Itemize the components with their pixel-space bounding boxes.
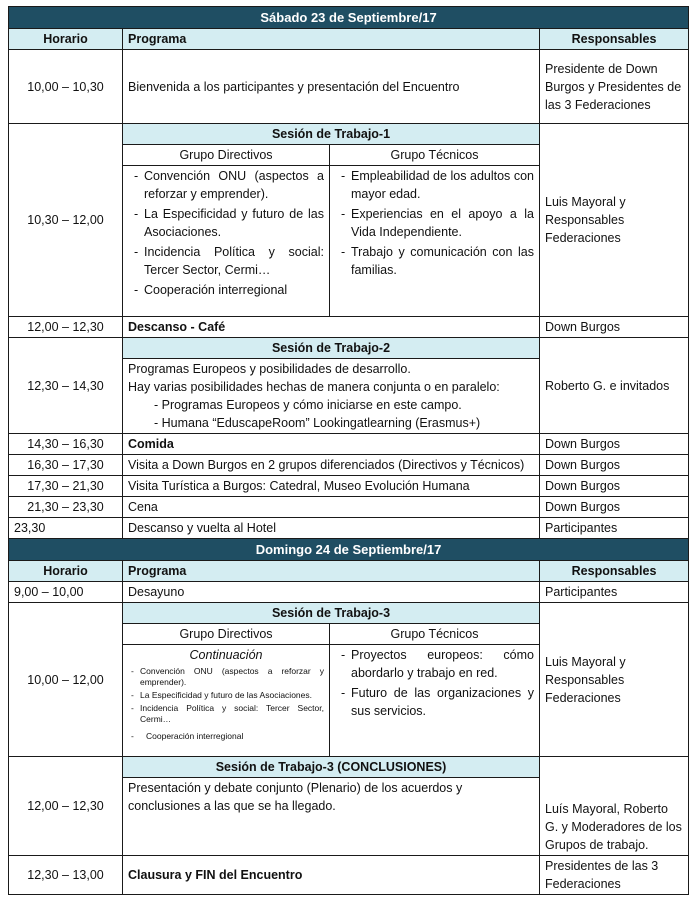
session-2-description [123,359,540,434]
row-responsible: Presidentes de las 3 Federaciones [540,856,689,895]
row-time: 10,00 – 12,00 [9,603,123,757]
table-row [9,476,689,497]
list-item: - Cooperación interregional [140,731,324,742]
header-responsables: Responsables [540,29,689,50]
column-headers [9,29,689,50]
session-3-conclusions-title-row [9,757,689,778]
row-program: Desayuno [123,582,540,603]
group-directivos-label: Grupo Directivos [123,624,330,645]
table-row [9,497,689,518]
list-item: - Convención ONU (aspectos a reforzar y emprender). [144,167,324,203]
day-title: Sábado 23 de Septiembre/17 [9,7,689,29]
group-tecnicos-topics [330,166,540,317]
header-responsables: Responsables [540,561,689,582]
row-program: Presentación y debate conjunto (Plenario) de los acuerdos y conclusiones a las que se ha llegado. [123,778,540,856]
day-title: Domingo 24 de Septiembre/17 [9,539,689,561]
session-title: Sesión de Trabajo-1 [123,124,540,145]
row-program: Clausura y FIN del Encuentro [123,856,540,895]
session-title: Sesión de Trabajo-3 [123,603,540,624]
row-responsible: Luis Mayoral y Responsables Federaciones [540,124,689,317]
table-row [9,317,689,338]
row-responsible: Presidente de Down Burgos y Presidentes de las 3 Federaciones [540,50,689,124]
list-item: - Experiencias en el apoyo a la Vida Independiente. [351,205,534,241]
list-item: - Convención ONU (aspectos a reforzar y emprender). [140,666,324,688]
row-time: 12,30 – 13,00 [9,856,123,895]
row-responsible: Down Burgos [540,317,689,338]
row-responsible: Down Burgos [540,434,689,455]
schedule-table [8,6,689,895]
row-program: Cena [123,497,540,518]
session-title: Sesión de Trabajo-2 [123,338,540,359]
row-responsible: Participantes [540,582,689,603]
row-time: 21,30 – 23,30 [9,497,123,518]
row-program: Descanso - Café [123,317,540,338]
table-row [9,518,689,539]
table-row [9,856,689,895]
row-program: Visita a Down Burgos en 2 grupos diferenciados (Directivos y Técnicos) [123,455,540,476]
session-title: Sesión de Trabajo-3 (CONCLUSIONES) [123,757,540,778]
group-directivos-label: Grupo Directivos [123,145,330,166]
header-programa: Programa [123,561,540,582]
continuation-label: Continuación [189,648,263,662]
list-item: - La Especificidad y futuro de las Asociaciones. [140,690,324,701]
list-item: - Trabajo y comunicación con las familias. [351,243,534,279]
session-line: Programas Europeos y posibilidades de desarrollo. [128,362,411,376]
session-1-title-row [9,124,689,145]
header-horario: Horario [9,29,123,50]
group-tecnicos-label: Grupo Técnicos [330,624,540,645]
row-time: 23,30 [9,518,123,539]
session-line: - Humana “EduscapeRoom” Lookingatlearning (Erasmus+) [154,416,481,430]
table-row [9,582,689,603]
row-time: 17,30 – 21,30 [9,476,123,497]
session-3-title-row [9,603,689,624]
day-header-sunday [9,539,689,561]
table-row [9,50,689,124]
session-line: - Programas Europeos y cómo iniciarse en este campo. [154,398,462,412]
list-item: - Incidencia Política y social: Tercer Sector, Cermi… [140,703,324,725]
row-program: Comida [123,434,540,455]
list-item: - La Especificidad y futuro de las Asociaciones. [144,205,324,241]
row-time: 14,30 – 16,30 [9,434,123,455]
header-programa: Programa [123,29,540,50]
session-2-title-row [9,338,689,359]
header-horario: Horario [9,561,123,582]
list-item: - Incidencia Política y social: Tercer Sector, Cermi… [144,243,324,279]
row-time: 12,30 – 14,30 [9,338,123,434]
row-responsible: Down Burgos [540,455,689,476]
row-responsible: Luis Mayoral y Responsables Federaciones [540,603,689,757]
row-time: 9,00 – 10,00 [9,582,123,603]
row-time: 16,30 – 17,30 [9,455,123,476]
list-item: - Proyectos europeos: cómo abordarlo y trabajo en red. [351,646,534,682]
row-program: Bienvenida a los participantes y presentación del Encuentro [123,50,540,124]
group-directivos-topics [123,645,330,757]
list-item: - Empleabilidad de los adultos con mayor edad. [351,167,534,203]
row-program: Descanso y vuelta al Hotel [123,518,540,539]
list-item: - Cooperación interregional [144,281,324,299]
column-headers [9,561,689,582]
row-responsible: Down Burgos [540,476,689,497]
session-line: Hay varias posibilidades hechas de manera conjunta o en paralelo: [128,380,500,394]
row-responsible: Down Burgos [540,497,689,518]
row-responsible: Luís Mayoral, Roberto G. y Moderadores de los Grupos de trabajo. [540,757,689,856]
row-responsible: Roberto G. e invitados [540,338,689,434]
row-time: 10,30 – 12,00 [9,124,123,317]
group-tecnicos-label: Grupo Técnicos [330,145,540,166]
day-header-saturday [9,7,689,29]
group-directivos-topics [123,166,330,317]
row-time: 12,00 – 12,30 [9,317,123,338]
table-row [9,455,689,476]
row-time: 12,00 – 12,30 [9,757,123,856]
row-program: Visita Turística a Burgos: Catedral, Museo Evolución Humana [123,476,540,497]
list-item: - Futuro de las organizaciones y sus servicios. [351,684,534,720]
row-responsible: Participantes [540,518,689,539]
group-tecnicos-topics [330,645,540,757]
table-row [9,434,689,455]
row-time: 10,00 – 10,30 [9,50,123,124]
